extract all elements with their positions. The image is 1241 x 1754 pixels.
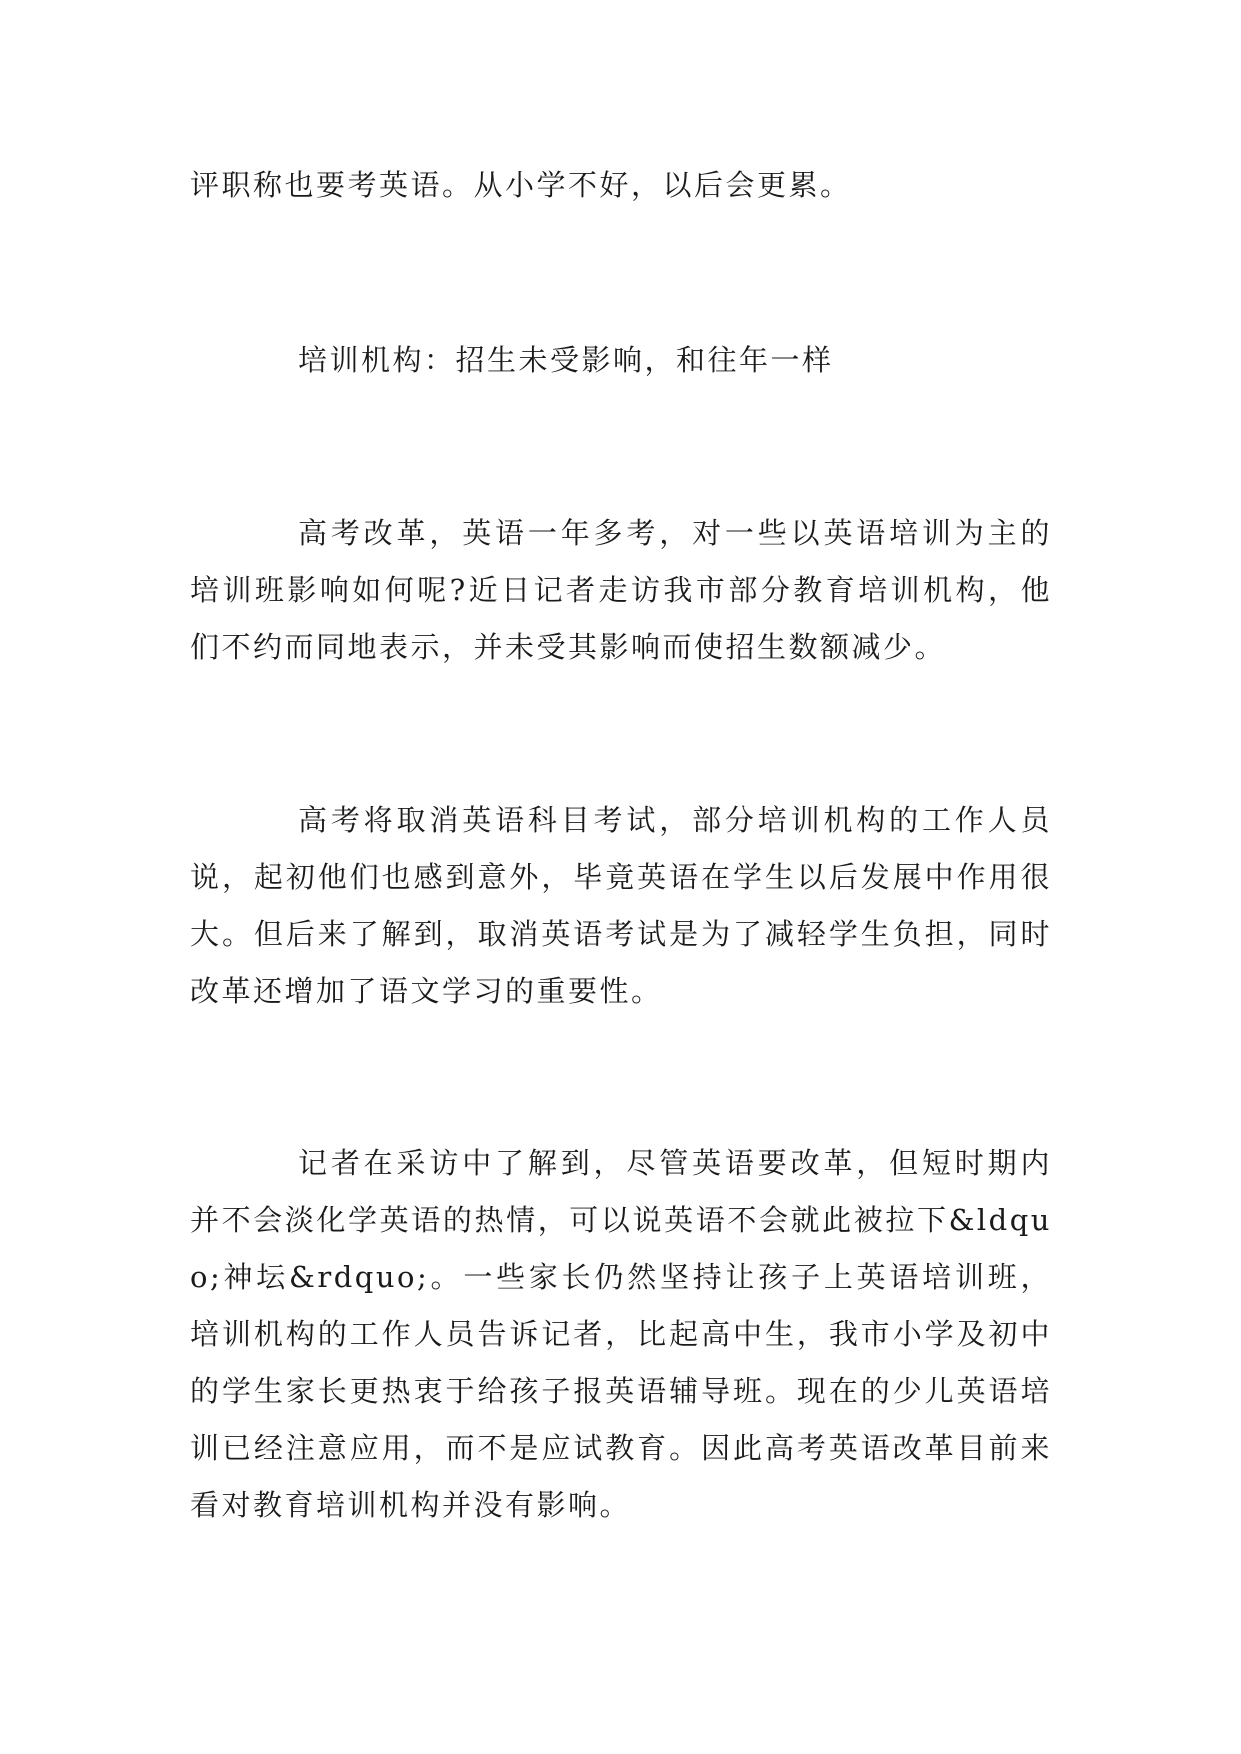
- paragraph-3: 高考将取消英语科目考试，部分培训机构的工作人员说，起初他们也感到意外，毕竟英语在学生以后发展中作用很大。但后来了解到，取消英语考试是为了减轻学生负担，同时改革还增加了语文学习的重要性。: [190, 803, 1052, 1008]
- paragraph-1: 评职称也要考英语。从小学不好，以后会更累。: [190, 168, 852, 202]
- section-heading: 培训机构：招生未受影响，和往年一样: [298, 343, 834, 377]
- paragraph-4: 记者在采访中了解到，尽管英语要改革，但短时期内并不会淡化学英语的热情，可以说英语不会就此被拉下&ldquo;神坛&rdquo;。一些家长仍然坚持让孩子上英语培训班，培训机构的工作人员告诉记者，比起高中生，我市小学及初中的学生家长更热衷于给孩子报英语辅导班。现在的少儿英语培训已经注意应用，而不是应试教育。因此高考英语改革目前来看对教育培训机构并没有影响。: [190, 1146, 1052, 1522]
- paragraph-2: 高考改革，英语一年多考，对一些以英语培训为主的培训班影响如何呢?近日记者走访我市部分教育培训机构，他们不约而同地表示，并未受其影响而使招生数额减少。: [190, 516, 1052, 664]
